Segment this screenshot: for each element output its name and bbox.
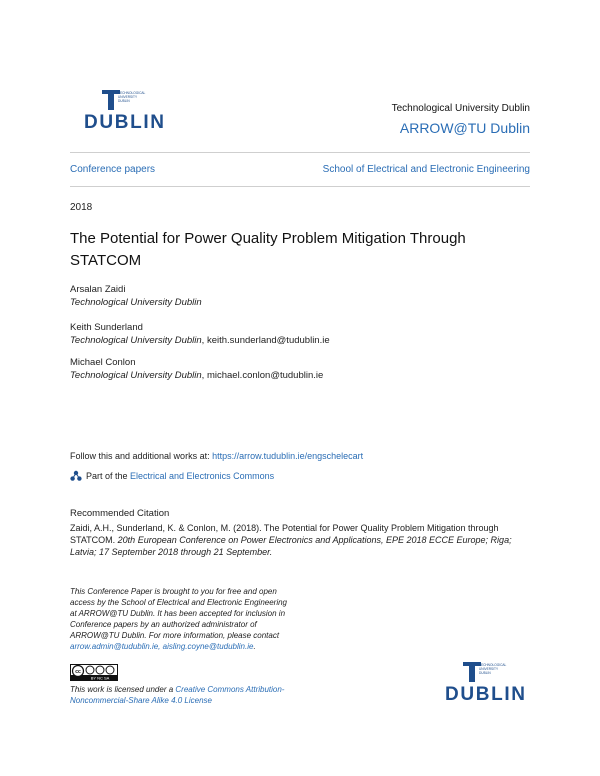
school-link[interactable]: School of Electrical and Electronic Engineering: [322, 164, 530, 175]
author-affiliation: Technological University Dublin: [70, 335, 202, 346]
license-prefix: This work is licensed under a: [70, 685, 176, 694]
logo-small-line-1: TECHNOLOGICAL: [479, 663, 507, 667]
cc-license-badge[interactable]: [70, 664, 118, 681]
logo-small-line-3: DUBLIN: [118, 99, 130, 103]
author-email[interactable]: , keith.sunderland@tudublin.ie: [201, 335, 330, 346]
author-1: [70, 283, 202, 309]
license-link[interactable]: Creative Commons Attribution-Noncommercial-Share Alike 4.0 License: [70, 685, 285, 705]
logo-wordmark: DUBLIN: [84, 112, 164, 133]
cc-badge-label: BY NC SA: [90, 675, 110, 681]
partof-line: [70, 470, 274, 482]
follow-prefix: Follow this and additional works at:: [70, 451, 213, 461]
citation-italic: 20th European Conference on Power Electronics and Applications, EPE 2018 ECCE Europe; Riga; Latvia; 17 September 2018 through 21 September.: [70, 535, 512, 557]
svg-text:cc: cc: [75, 669, 81, 675]
author-affiliation: Technological University Dublin: [70, 297, 202, 308]
citation-plain: Zaidi, A.H., Sunderland, K. & Conlon, M. (2018). The Potential for Power Quality Problem Mitigation through STATCOM.: [70, 523, 499, 545]
divider-bottom: [70, 186, 530, 187]
institution-name: Technological University Dublin: [391, 103, 530, 114]
license-statement: [70, 684, 290, 706]
paper-title: The Potential for Power Quality Problem Mitigation Through STATCOM: [70, 230, 466, 269]
follow-link[interactable]: https://arrow.tudublin.ie/engschelecart: [212, 451, 364, 461]
logo-small-line-2: UNIVERSITY: [479, 667, 499, 671]
logo-small-line-1: TECHNOLOGICAL: [118, 91, 146, 95]
notice-end: .: [253, 642, 256, 651]
publication-year: 2018: [70, 202, 93, 213]
citation-heading: Recommended Citation: [70, 508, 170, 519]
author-affiliation: Technological University Dublin: [70, 370, 202, 381]
tu-dublin-logo-footer: [445, 660, 527, 708]
repository-name[interactable]: ARROW@TU Dublin: [399, 120, 530, 136]
logo-small-line-3: DUBLIN: [479, 671, 491, 675]
follow-line: [70, 451, 363, 461]
logo-small-line-2: UNIVERSITY: [118, 95, 138, 99]
notice-text: This Conference Paper is brought to you for free and open access by the School of Electrical and Electronic Engineering at ARROW@TU Dublin. It has been accepted for inclusion in Conference papers by an authorized administrator of ARROW@TU Dublin. For more information, please contact: [70, 587, 288, 640]
logo-wordmark: DUBLIN: [445, 684, 525, 705]
author-name: Keith Sunderland: [70, 322, 143, 333]
contact-email-link[interactable]: arrow.admin@tudublin.ie, aisling.coyne@tudublin.ie: [70, 642, 254, 651]
author-name: Arsalan Zaidi: [70, 284, 126, 295]
network-icon: [70, 470, 82, 482]
divider-top: [70, 152, 530, 153]
author-name: Michael Conlon: [70, 357, 136, 368]
author-email[interactable]: , michael.conlon@tudublin.ie: [201, 370, 324, 381]
author-3: [70, 356, 323, 382]
partof-prefix: Part of the: [86, 471, 131, 481]
tu-dublin-logo: [84, 88, 166, 136]
author-2: [70, 321, 330, 347]
citation-text: [70, 522, 530, 558]
access-notice: [70, 586, 290, 652]
collection-link[interactable]: Conference papers: [70, 164, 156, 175]
partof-link[interactable]: Electrical and Electronics Commons: [130, 471, 275, 481]
